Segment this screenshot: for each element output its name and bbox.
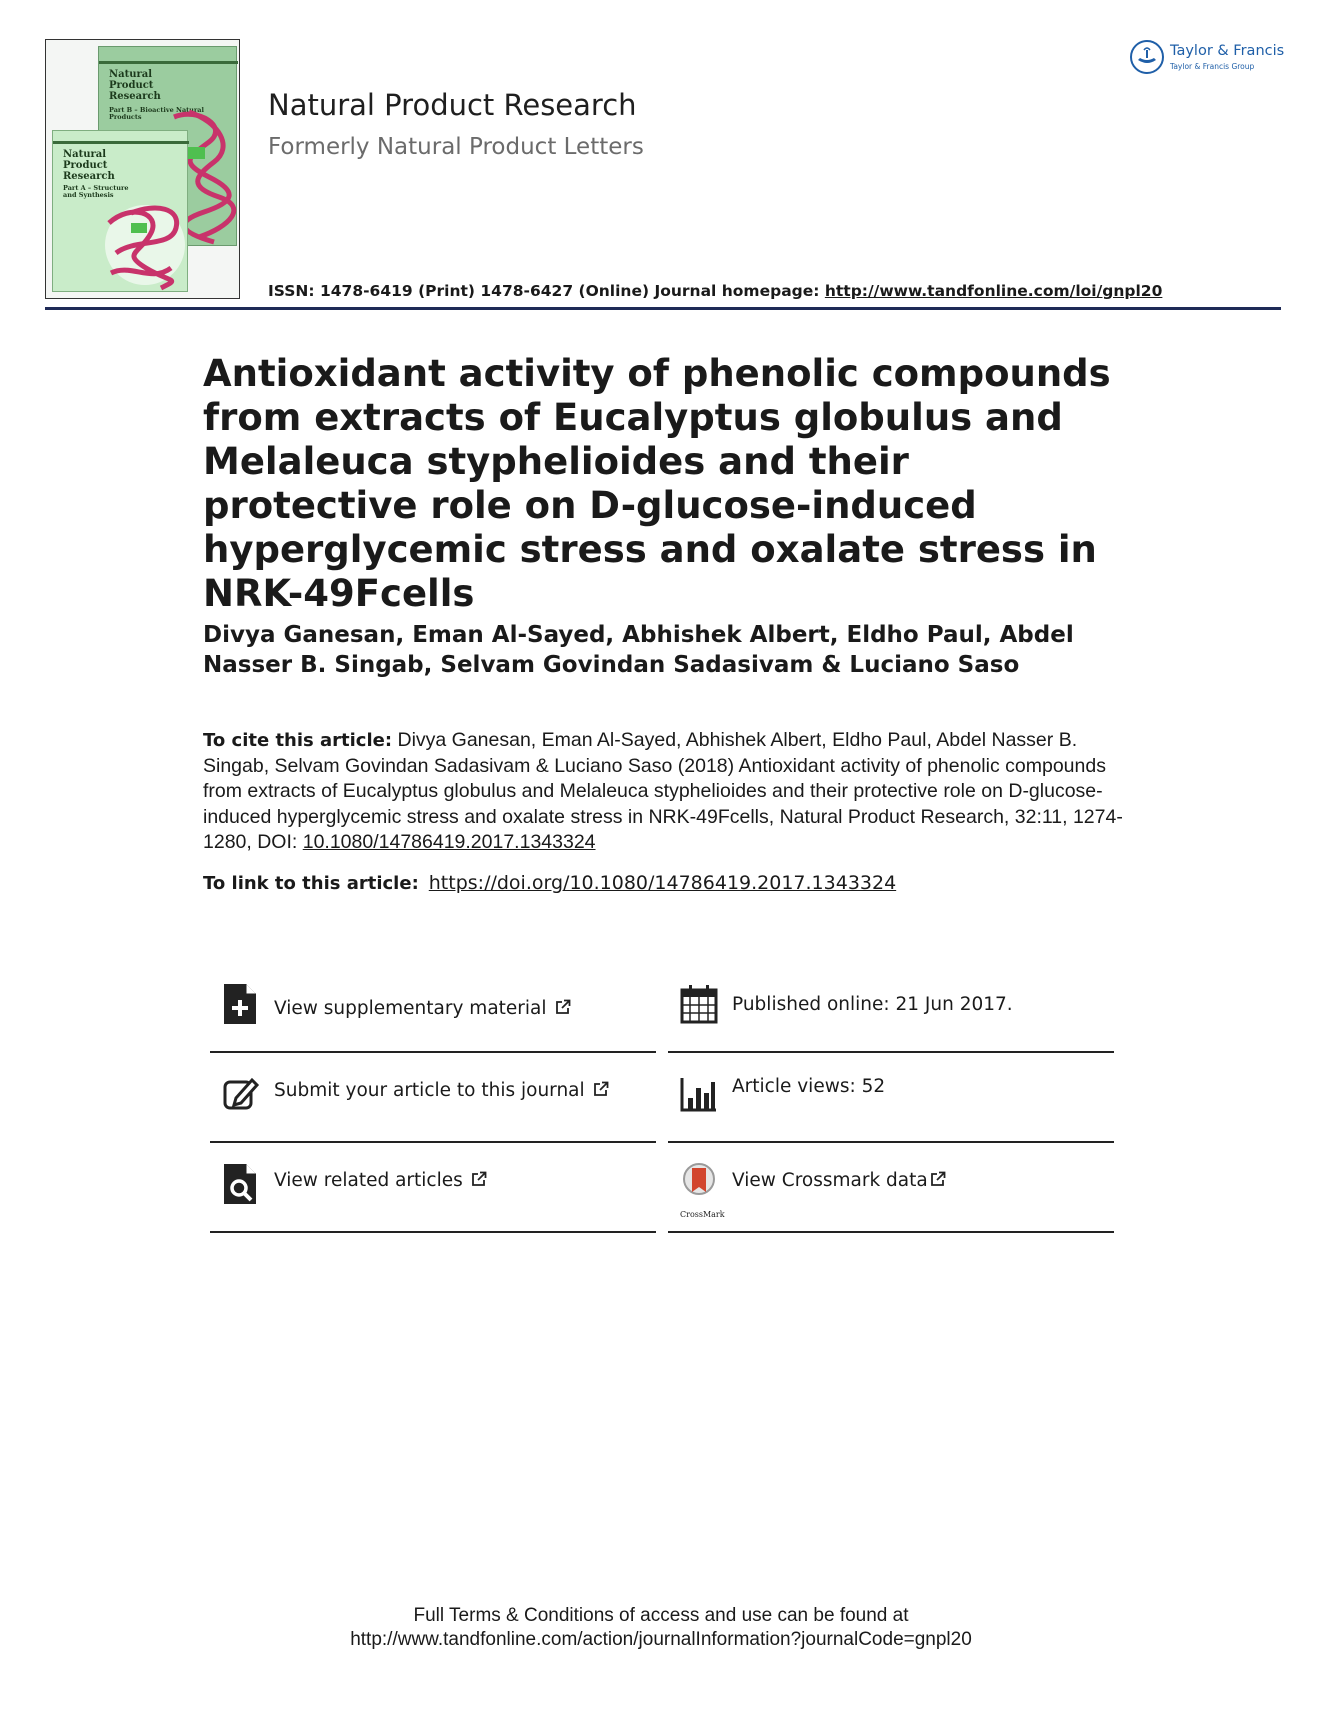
file-plus-icon: [222, 982, 260, 1026]
view-supplementary-button[interactable]: [210, 964, 656, 1052]
related-text: [274, 1170, 487, 1191]
publisher-logo: [1130, 40, 1285, 76]
row-divider: [668, 1141, 1114, 1143]
crossmark-text: [732, 1170, 946, 1191]
crossmark-icon: [680, 1162, 718, 1206]
header-divider: [45, 307, 1281, 310]
related-label: View related articles: [274, 1170, 463, 1191]
publisher-group: Taylor & Francis Group: [1170, 62, 1255, 71]
edit-icon: [222, 1072, 260, 1116]
journal-homepage-link[interactable]: http://www.tandfonline.com/loi/gnpl20: [824, 282, 1163, 300]
cover-strip: [99, 61, 238, 64]
external-link-icon: [930, 1171, 946, 1187]
external-link-icon: [593, 1081, 609, 1097]
cover-front-part: Part A – Structure and Synthesis: [63, 184, 129, 199]
citation-label: To cite this article:: [203, 730, 393, 751]
views-text: Article views: 52: [732, 1076, 886, 1097]
cover-front-panel: [52, 130, 188, 292]
crossmark-caption: CrossMark: [680, 1210, 725, 1219]
citation-block: [203, 728, 1123, 856]
publisher-logo-icon: [1130, 40, 1164, 74]
issn-text: ISSN: 1478-6419 (Print) 1478-6427 (Online) Journal homepage:: [268, 282, 825, 300]
external-link-icon: [471, 1171, 487, 1187]
row-divider: [668, 1231, 1114, 1233]
cover-strip: [53, 141, 189, 144]
cover-front-title: Natural Product Research: [63, 149, 115, 182]
article-doi-url[interactable]: https://doi.org/10.1080/14786419.2017.1343324: [428, 872, 897, 894]
row-divider: [210, 1141, 656, 1143]
article-title: Antioxidant activity of phenolic compounds from extracts of Eucalyptus globulus and Melaleuca styphelioides and their protective role on D-glucose-induced hyperglycemic stress and oxalate stress in NRK-49Fcells: [203, 352, 1111, 615]
view-crossmark-button[interactable]: [668, 1144, 1114, 1232]
citation-text: Divya Ganesan, Eman Al-Sayed, Abhishek Albert, Eldho Paul, Abdel Nasser B. Singab, Selvam Govindan Sadasivam & Luciano Saso (2018) Antioxidant activity of phenolic compounds from extracts of Eucalyptus globulus and Melaleuca styphelioides and their protective role on D-glucose-induced hyperglycemic stress and oxalate stress in NRK-49Fcells, Natural Product Research, 32:11, 1274-1280, DOI:: [203, 729, 1123, 853]
submit-label: Submit your article to this journal: [274, 1080, 585, 1101]
issn-line: [268, 282, 1162, 300]
file-search-icon: [222, 1162, 260, 1206]
terms-url[interactable]: http://www.tandfonline.com/action/journalInformation?journalCode=gnpl20: [350, 1629, 972, 1650]
journal-cover-image: [45, 39, 240, 299]
bar-chart-icon: [680, 1072, 718, 1116]
cover-back-title: Natural Product Research: [109, 69, 161, 102]
cover-back-part: Part B – Bioactive Natural Products: [109, 106, 204, 121]
row-divider: [668, 1051, 1114, 1053]
view-related-articles-button[interactable]: [210, 1144, 656, 1232]
article-link-line: [203, 872, 896, 894]
supplementary-label: View supplementary material: [274, 998, 547, 1019]
published-date: [668, 964, 1114, 1052]
supplementary-text: [274, 998, 571, 1019]
published-text: Published online: 21 Jun 2017.: [732, 994, 1013, 1015]
crossmark-label: View Crossmark data: [732, 1170, 928, 1191]
submit-article-button[interactable]: [210, 1054, 656, 1142]
article-link-label: To link to this article:: [203, 873, 419, 894]
publisher-name: Taylor & Francis: [1170, 43, 1285, 59]
terms-line: Full Terms & Conditions of access and use can be found at: [413, 1605, 909, 1626]
journal-title: Natural Product Research: [268, 88, 637, 122]
article-authors: Divya Ganesan, Eman Al-Sayed, Abhishek Albert, Eldho Paul, Abdel Nasser B. Singab, Selvam Govindan Sadasivam & Luciano Saso: [203, 622, 1074, 678]
lamp-icon: [1132, 42, 1162, 72]
row-divider: [210, 1051, 656, 1053]
row-divider: [210, 1231, 656, 1233]
citation-doi-link[interactable]: 10.1080/14786419.2017.1343324: [302, 831, 596, 853]
terms-footer: [0, 1604, 1322, 1652]
calendar-icon: [680, 982, 718, 1026]
submit-text: [274, 1080, 609, 1101]
journal-subtitle: Formerly Natural Product Letters: [268, 134, 644, 160]
external-link-icon: [555, 999, 571, 1015]
article-views: [668, 1054, 1114, 1142]
protein-ribbon-icon: [101, 193, 189, 291]
